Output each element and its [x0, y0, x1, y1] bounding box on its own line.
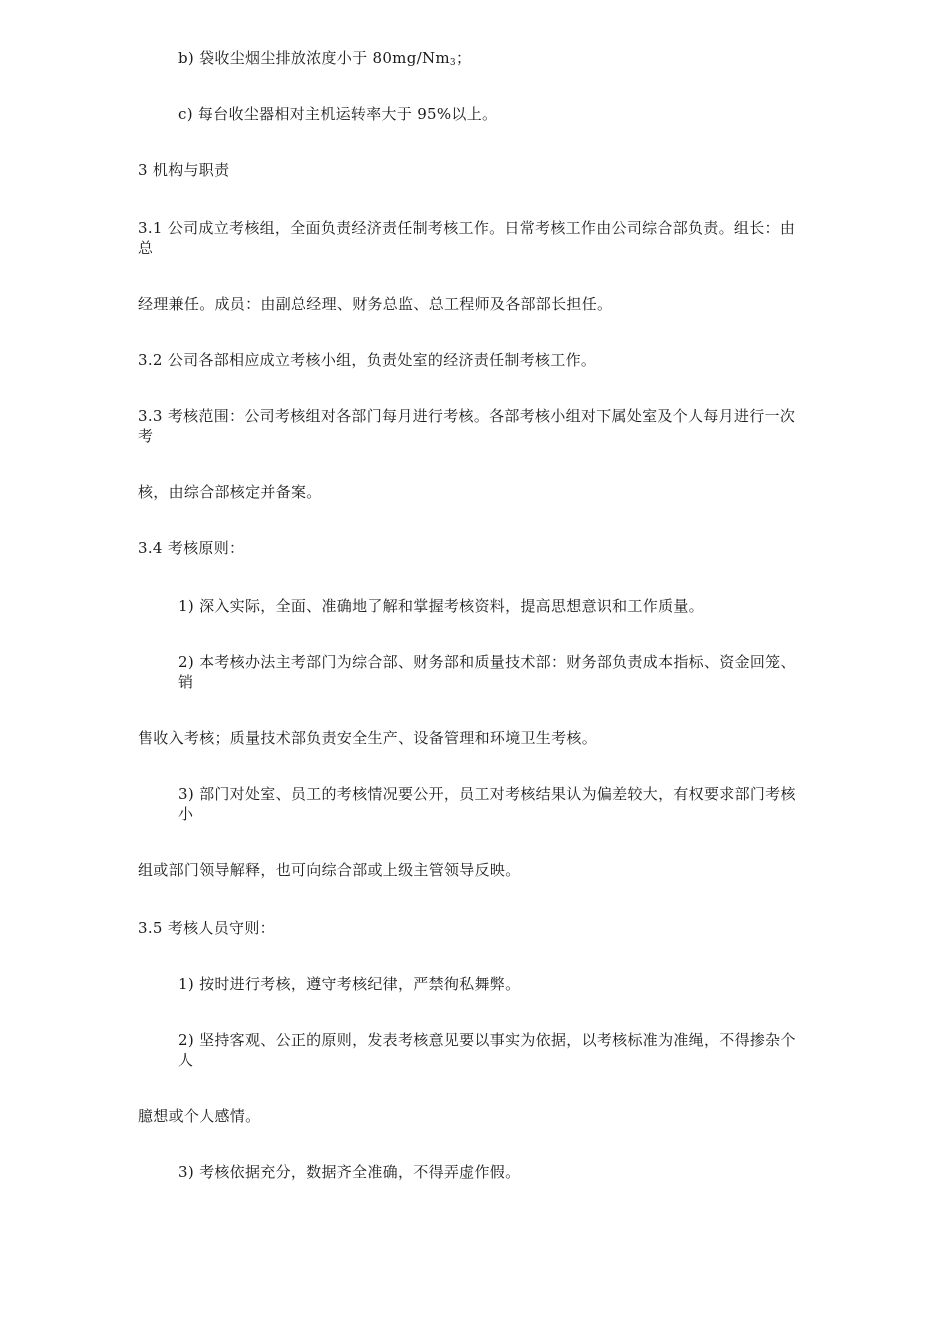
text-line: b) 袋收尘烟尘排放浓度小于 80mg/Nm [178, 49, 450, 67]
list-item: 3) 考核依据充分，数据齐全准确，不得弄虚作假。 [178, 1163, 521, 1181]
list-item: 1) 按时进行考核，遵守考核纪律，严禁徇私舞弊。 [178, 975, 521, 993]
list-item: 1) 深入实际，全面、准确地了解和掌握考核资料，提高思想意识和工作质量。 [178, 597, 704, 615]
list-item: 2) 坚持客观、公正的原则，发表考核意见要以事实为依据，以考核标准为准绳，不得掺杂个 [178, 1031, 796, 1049]
paragraph-line: 3.2 公司各部相应成立考核小组，负责处室的经济责任制考核工作。 [138, 351, 597, 369]
paragraph-line: 核，由综合部核定并备案。 [138, 483, 322, 501]
list-item-wrap: 销 [178, 673, 194, 691]
paragraph-line: 3.1 公司成立考核组，全面负责经济责任制考核工作。日常考核工作由公司综合部负责。组长：由 [138, 219, 796, 237]
section-heading: 3.5 考核人员守则： [138, 919, 275, 937]
paragraph-line: 组或部门领导解释，也可向综合部或上级主管领导反映。 [138, 861, 521, 879]
section-heading: 3.4 考核原则： [138, 539, 245, 557]
section-heading: 3 机构与职责 [138, 161, 230, 179]
paragraph-line: 臆想或个人感情。 [138, 1107, 261, 1125]
paragraph-line: 经理兼任。成员：由副总经理、财务总监、总工程师及各部部长担任。 [138, 295, 613, 313]
paragraph-line-wrap: 总 [138, 239, 154, 257]
text-line: ； [455, 49, 472, 67]
paragraph-line [178, 48, 471, 71]
list-item-wrap: 小 [178, 805, 194, 823]
subscript: 3 [449, 58, 456, 68]
paragraph-line-wrap: 考 [138, 427, 154, 445]
paragraph-line: 售收入考核；质量技术部负责安全生产、设备管理和环境卫生考核。 [138, 729, 598, 747]
list-item: 3) 部门对处室、员工的考核情况要公开，员工对考核结果认为偏差较大，有权要求部门考核 [178, 785, 796, 803]
list-item: 2) 本考核办法主考部门为综合部、财务部和质量技术部：财务部负责成本指标、资金回笼、 [178, 653, 796, 671]
list-item-wrap: 人 [178, 1051, 194, 1069]
paragraph-line: c) 每台收尘器相对主机运转率大于 95%以上。 [178, 105, 498, 123]
paragraph-line: 3.3 考核范围：公司考核组对各部门每月进行考核。各部考核小组对下属处室及个人每月进行一次 [138, 407, 796, 425]
